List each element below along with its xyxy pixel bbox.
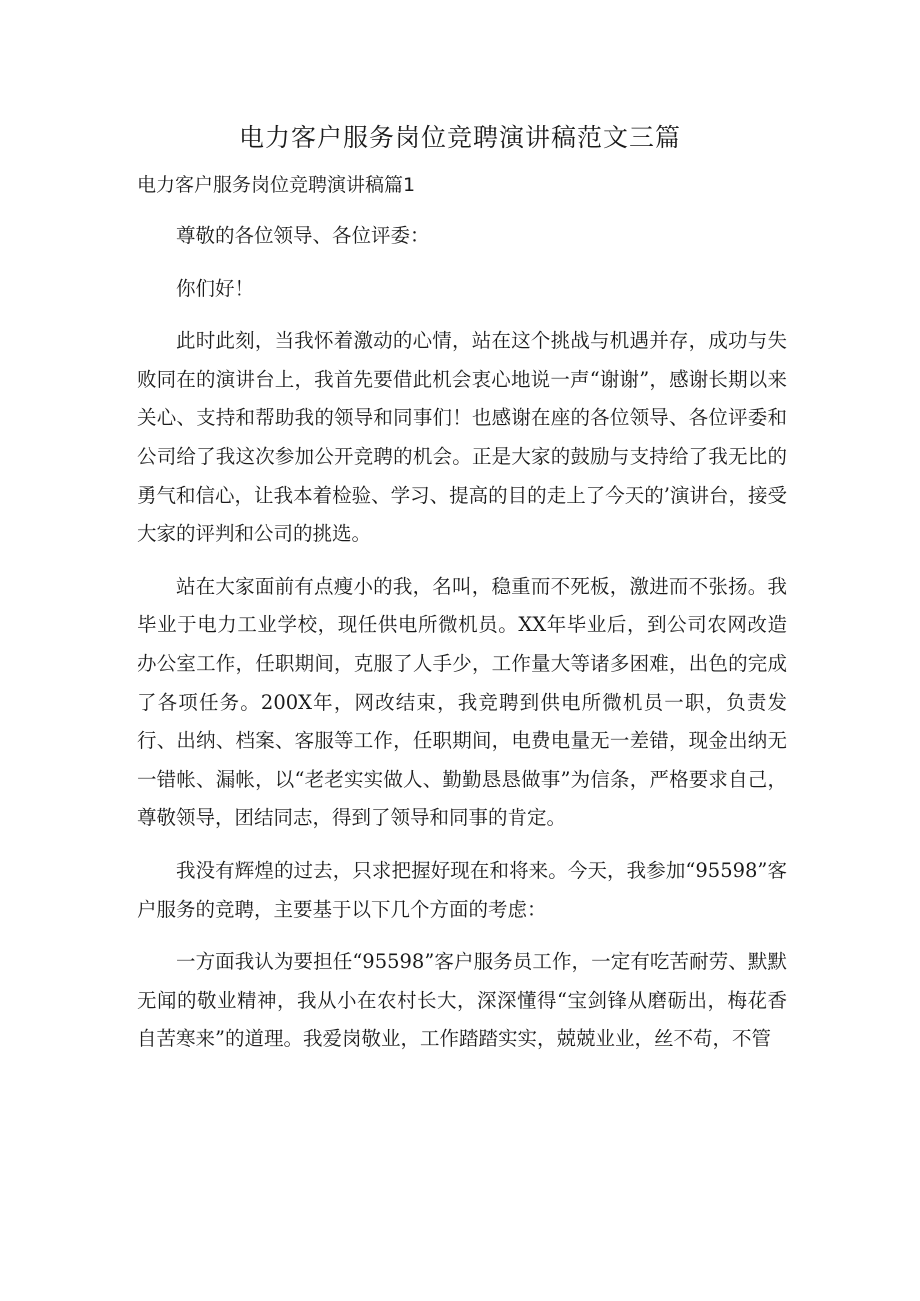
- paragraph: 站在大家面前有点瘦小的我，名叫，稳重而不死板，激进而不张扬。我毕业于电力工业学校，现任供电所微机员。XX年毕业后，到公司农网改造办公室工作，任职期间，克服了人手少，工作量大等诸多困难，出色的完成了各项任务。200X年，网改结束，我竞聘到供电所微机员一职，负责发行、出纳、档案、客服等工作，任职期间，电费电量无一差错，现金出纳无一错帐、漏帐，以“老老实实做人、勤勤恳恳做事”为信条，严格要求自己，尊敬领导，团结同志，得到了领导和同事的肯定。: [137, 574, 787, 830]
- paragraph: 我没有辉煌的过去，只求把握好现在和将来。今天，我参加“95598”客户服务的竞聘，主要基于以下几个方面的考虑：: [137, 858, 787, 921]
- paragraph-salutation: 尊敬的各位领导、各位评委：: [176, 224, 430, 247]
- paragraph: 一方面我认为要担任“95598”客户服务员工作，一定有吃苦耐劳、默默无闻的敬业精神，我从小在农村长大，深深懂得“宝剑锋从磨砺出，梅花香自苦寒来”的道理。我爱岗敬业，工作踏踏实实，兢兢业业，丝不苟，不管: [137, 950, 787, 1051]
- document-title: 电力客户服务岗位竞聘演讲稿范文三篇: [238, 123, 681, 152]
- section-heading: 电力客户服务岗位竞聘演讲稿篇1: [137, 174, 416, 196]
- paragraph-greeting: 你们好！: [176, 276, 255, 300]
- paragraph: 此时此刻，当我怀着激动的心情，站在这个挑战与机遇并存，成功与失败同在的演讲台上，我首先要借此机会衷心地说一声“谢谢”，感谢长期以来关心、支持和帮助我的领导和同事们！也感谢在座的各位领导、各位评委和公司给了我这次参加公开竞聘的机会。正是大家的鼓励与支持给了我无比的勇气和信心，让我本着检验、学习、提高的目的走上了今天的’演讲台，接受大家的评判和公司的挑选。: [137, 329, 787, 546]
- document-body: [137, 217, 787, 1073]
